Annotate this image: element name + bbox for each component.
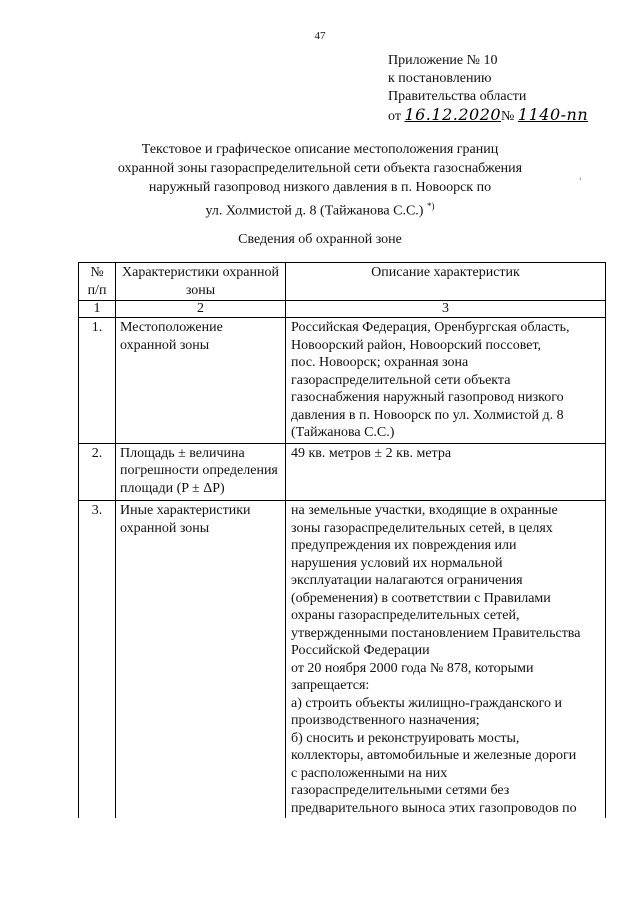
description-line: газораспределительными сетями без <box>291 783 510 798</box>
description-line: утвержденными постановлением Правительства <box>291 625 581 641</box>
title-line-2: охранной зоны газораспределительной сети объекта газоснабжения <box>117 161 523 176</box>
description-line: предупреждения их повреждения или <box>291 538 517 553</box>
row-description <box>286 501 606 819</box>
appendix-block <box>388 52 588 126</box>
description-line: Новоорский район, Новоорский поссовет, <box>291 337 542 353</box>
description-line: с расположенными на них <box>291 765 448 781</box>
row-characteristic: Площадь ± величина погрешности определения площади (P ± ΔP) <box>116 443 286 501</box>
table-header-row <box>79 263 606 301</box>
handwritten-number: 1140-пп <box>517 105 589 124</box>
row-description <box>286 443 606 501</box>
title-footnote: *) <box>426 201 435 211</box>
title-line-4-text: ул. Холмистой д. 8 (Тайжанова С.С.) <box>205 203 424 219</box>
table-row <box>79 443 606 501</box>
table-index-row <box>79 301 606 318</box>
description-line: давления в п. Новоорск по ул. Холмистой д. 8 <box>291 407 564 423</box>
margin-mark: ‹ <box>579 174 582 183</box>
index-cell-3: 3 <box>286 301 606 318</box>
description-line: б) сносить и реконструировать мосты, <box>291 730 520 746</box>
description-line: эксплуатации налагаются ограничения <box>291 573 523 588</box>
title-line-1: Текстовое и графическое описание местоположения границ <box>141 142 499 157</box>
title-line-3: наружный газопровод низкого давления в п. Новоорск по <box>148 180 492 195</box>
table-row <box>79 318 606 444</box>
appendix-date-line <box>388 106 588 126</box>
table-row <box>79 501 606 819</box>
description-line: охраны газораспределительных сетей, <box>291 608 520 623</box>
title-line-4 <box>60 197 580 221</box>
header-number: № п/п <box>79 263 116 301</box>
row-number: 2. <box>79 443 116 501</box>
index-cell-1: 1 <box>79 301 116 318</box>
description-line: коллекторы, автомобильные и железные дороги <box>291 748 577 763</box>
description-line: газораспределительной сети объекта <box>291 372 511 388</box>
appendix-line-2: к постановлению <box>388 71 492 86</box>
description-line: нарушения условий их нормальной <box>291 555 503 571</box>
description-line: (обременения) в соответствии с Правилами <box>291 590 551 606</box>
header-characteristics: Характеристики охранной зоны <box>116 263 286 301</box>
row-description <box>286 318 606 444</box>
section-subtitle: Сведения об охранной зоне <box>238 232 402 247</box>
description-line: на земельные участки, входящие в охранные <box>291 503 558 518</box>
description-line: от 20 ноября 2000 года № 878, которыми <box>291 660 534 676</box>
row-characteristic: Местоположение охранной зоны <box>116 318 286 444</box>
description-line: предварительного выноса этих газопроводов по <box>291 800 577 816</box>
appendix-line-3: Правительства области <box>388 89 527 104</box>
description-line: 49 кв. метров ± 2 кв. метра <box>291 445 452 461</box>
page-number: 47 <box>314 30 326 42</box>
description-line: Российской Федерации <box>291 643 430 658</box>
description-line: производственного назначения; <box>291 713 480 728</box>
row-number: 1. <box>79 318 116 444</box>
appendix-from: от <box>388 109 401 124</box>
description-line: газоснабжения наружный газопровод низкого <box>291 390 564 405</box>
description-line: (Тайжанова С.С.) <box>291 425 395 440</box>
row-number: 3. <box>79 501 116 819</box>
document-title <box>60 140 580 221</box>
description-line: запрещается: <box>291 678 370 693</box>
appendix-line-1: Приложение № 10 <box>388 53 498 68</box>
header-description: Описание характеристик <box>286 263 606 301</box>
description-line: а) строить объекты жилищно-гражданского и <box>291 695 562 711</box>
description-line: пос. Новоорск; охранная зона <box>291 355 469 370</box>
index-cell-2: 2 <box>116 301 286 318</box>
number-sign: № <box>501 109 515 124</box>
handwritten-date: 16.12.2020 <box>404 105 502 124</box>
protection-zone-table <box>78 262 606 818</box>
row-characteristic: Иные характеристики охранной зоны <box>116 501 286 819</box>
description-line: зоны газораспределительных сетей, в целях <box>291 520 553 536</box>
description-line: Российская Федерация, Оренбургская область, <box>291 320 570 335</box>
